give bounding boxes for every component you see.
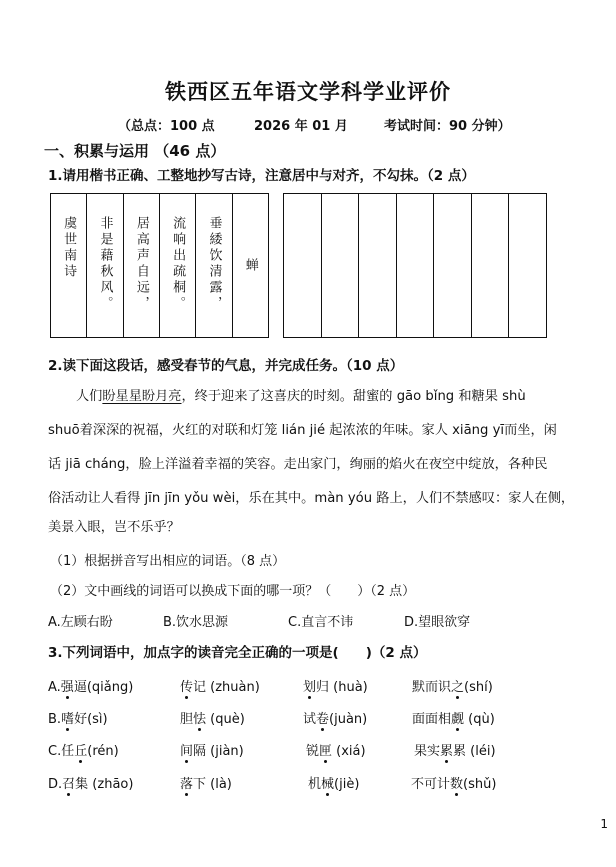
word: (juàn) xyxy=(329,712,368,727)
word: 试 xyxy=(303,712,317,727)
dotted-char: 强 xyxy=(60,680,74,695)
word-item xyxy=(411,773,496,792)
word-item xyxy=(303,708,367,727)
dotted-char: 嗜 xyxy=(61,712,75,727)
dotted-char: 丘 xyxy=(74,744,88,759)
poem-text: 虞世南诗 xyxy=(61,216,77,280)
writing-column[interactable] xyxy=(472,194,510,337)
word: 面面相 xyxy=(412,712,452,727)
word: 好(sì) xyxy=(74,712,108,727)
poem-column xyxy=(196,194,232,337)
sub-question-1: （1）根据拼音写出相应的词语。（8 点） xyxy=(50,554,286,569)
poem-text: 流响出疏桐。 xyxy=(170,216,186,312)
passage-text: ，终于迎来了这喜庆的时刻。甜蜜的 gāo bǐng 和糖果 shù xyxy=(181,389,526,404)
word: 锐 xyxy=(306,744,320,759)
writing-column[interactable] xyxy=(509,194,546,337)
word: 胆 xyxy=(180,712,194,727)
dotted-char: 划 xyxy=(303,680,317,695)
dotted-char: 传 xyxy=(180,680,194,695)
passage-line xyxy=(76,385,594,404)
poem-column xyxy=(51,194,87,337)
word: 任 xyxy=(61,744,75,759)
choice-label: B. xyxy=(48,712,62,727)
word: 不可计 xyxy=(411,777,451,792)
word-item xyxy=(180,740,244,759)
passage-line: 话 jiā cháng，脸上洋溢着幸福的笑容。走出家门，绚丽的焰火在夜空中绽放，各种民 xyxy=(48,457,548,472)
writing-column[interactable] xyxy=(359,194,397,337)
poem-text: 垂緌饮清露， xyxy=(206,216,222,312)
total-score: （总点：100 点 xyxy=(118,119,215,134)
choice-label: D. xyxy=(48,777,63,792)
word: 机 xyxy=(308,777,322,792)
writing-column[interactable] xyxy=(397,194,435,337)
word-item xyxy=(306,740,366,759)
choice-label: C. xyxy=(48,744,62,759)
dotted-char: 间 xyxy=(180,744,194,759)
section-heading: 一、积累与运用 （46 点） xyxy=(44,142,226,160)
page-title: 铁西区五年语文学科学业评价 xyxy=(165,80,451,104)
word: 逼(qiǎng) xyxy=(73,680,134,695)
dotted-char: 怯 xyxy=(193,712,207,727)
dotted-char: 卷 xyxy=(316,712,330,727)
poem-column xyxy=(124,194,160,337)
page-number: 1 xyxy=(600,817,608,831)
dotted-char: 数 xyxy=(450,777,464,792)
word: (qù) xyxy=(464,712,495,727)
passage-text: 人们 xyxy=(76,389,103,404)
word-item xyxy=(180,773,232,792)
word: 记 (zhuàn) xyxy=(193,680,260,695)
word: 累 (léi) xyxy=(453,744,496,759)
choice-b[interactable] xyxy=(48,708,108,727)
dotted-char: 匣 xyxy=(319,744,333,759)
passage-line: shuō着深深的祝福，火红的对联和灯笼 lián jié 起浓浓的年味。家人 xiāng yī而坐，闲 xyxy=(48,423,557,438)
word-item xyxy=(412,708,495,727)
question-1: 1.请用楷书正确、工整地抄写古诗，注意居中与对齐，不勾抹。（2 点） xyxy=(48,168,475,184)
writing-column[interactable] xyxy=(284,194,322,337)
dotted-char: 累 xyxy=(440,744,454,759)
word-item xyxy=(180,676,260,695)
choice-label: A. xyxy=(48,680,61,695)
copy-writing-grid[interactable] xyxy=(283,193,547,338)
word: 果实 xyxy=(414,744,441,759)
question-2: 2.读下面这段话，感受春节的气息，并完成任务。（10 点） xyxy=(48,358,404,374)
word-item xyxy=(414,740,496,759)
word: 归 (huà) xyxy=(316,680,368,695)
poem-text: 蝉 xyxy=(242,257,258,274)
poem-text: 居高声自远， xyxy=(133,216,149,312)
word: 集 (zhāo) xyxy=(75,777,134,792)
choice-a[interactable] xyxy=(48,676,133,695)
exam-time: 考试时间：90 分钟） xyxy=(384,119,511,134)
poem-column xyxy=(160,194,196,337)
choice-d[interactable] xyxy=(48,773,133,792)
option-c[interactable]: C.直言不讳 xyxy=(288,615,354,630)
passage-line: 俗活动让人看得 jīn jīn yǒu wèi，乐在其中。màn yóu 路上，人们不禁感叹：家人在侧， xyxy=(48,491,575,506)
writing-column[interactable] xyxy=(322,194,360,337)
word: (shǔ) xyxy=(463,777,497,792)
underlined-phrase: 盼星星盼月亮 xyxy=(102,389,182,404)
poem-column xyxy=(87,194,123,337)
word-item xyxy=(308,773,359,792)
word-item xyxy=(180,708,245,727)
exam-date: 2026 年 01 月 xyxy=(254,119,348,134)
dotted-char: 之 xyxy=(451,680,465,695)
option-a[interactable]: A.左顾右盼 xyxy=(48,615,113,630)
word: (què) xyxy=(206,712,245,727)
writing-column[interactable] xyxy=(434,194,472,337)
word: (jiè) xyxy=(334,777,360,792)
poem-text: 非是藉秋风。 xyxy=(97,216,113,312)
word: 下 (là) xyxy=(193,777,232,792)
word: 隔 (jiàn) xyxy=(193,744,244,759)
dotted-char: 召 xyxy=(62,777,76,792)
dotted-char: 落 xyxy=(180,777,194,792)
poem-column xyxy=(233,194,268,337)
option-d[interactable]: D.望眼欲穿 xyxy=(404,615,471,630)
word: (rén) xyxy=(87,744,119,759)
passage-line: 美景入眼，岂不乐乎？ xyxy=(48,520,180,535)
choice-c[interactable] xyxy=(48,740,119,759)
word: (xiá) xyxy=(332,744,366,759)
option-b[interactable]: B.饮水思源 xyxy=(163,615,229,630)
dotted-char: 械 xyxy=(321,777,335,792)
dotted-char: 觑 xyxy=(451,712,465,727)
word-item xyxy=(303,676,368,695)
poem-grid xyxy=(50,193,269,338)
word: (shí) xyxy=(464,680,493,695)
question-3: 3.下列词语中，加点字的读音完全正确的一项是( )（2 点） xyxy=(48,645,427,661)
word: 默而识 xyxy=(412,680,452,695)
word-item xyxy=(412,676,493,695)
sub-question-2: （2）文中画线的词语可以换成下面的哪一项？（ ）（2 点） xyxy=(50,584,416,599)
